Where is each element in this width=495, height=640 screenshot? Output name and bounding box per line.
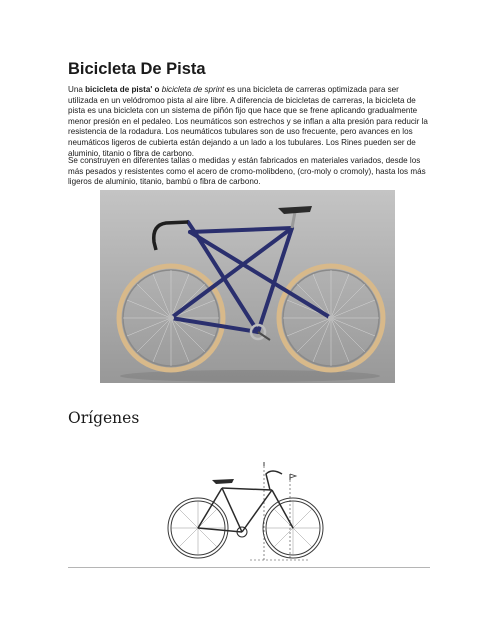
- bicycle-photo-icon: [100, 190, 395, 383]
- section-heading-origenes: Orígenes: [68, 409, 140, 427]
- intro-connector: ' o: [150, 85, 162, 94]
- bottom-divider: [68, 567, 430, 568]
- intro-rest: es una bicicleta de carreras optimizada para ser utilizada en un velódromoo pista al aire libre. A diferencia de bicicletas de carreras, la bicicleta de pista es una bicicleta con un sistema de piñón fijo que hace que se frene aplicando gradualmente menor presión en el pedaleo. Los neumáticos son estrechos y se inflan a alta presión para reducir la resistencia de la rodadura. Los neumáticos tubulares son de uso frecuente, pero avances en los neumáticos ligeros de cubierta están dejando a un lado a los tubulares. Los Rines pueden ser de aluminio, titanio o fibra de carbono.: [68, 85, 428, 158]
- vintage-bicycle-drawing: [160, 460, 340, 570]
- intro-italic-term: bicicleta de sprint: [161, 85, 225, 94]
- intro-bold-term: bicicleta de pista: [85, 85, 151, 94]
- page-title: Bicicleta De Pista: [68, 60, 206, 78]
- bicycle-line-drawing-icon: [160, 460, 340, 570]
- intro-paragraph: [68, 85, 430, 159]
- intro-lead: Una: [68, 85, 86, 94]
- sizes-paragraph: Se construyen en diferentes tallas o medidas y están fabricados en materiales variados, desde los más pesados y resistentes como el acero de cromo-molibdeno, (cro-moly o cromoly), hasta los más ligeros de aluminio, titanio, bambú o fibra de carbono.: [68, 156, 426, 187]
- track-bicycle-photo: [100, 190, 395, 383]
